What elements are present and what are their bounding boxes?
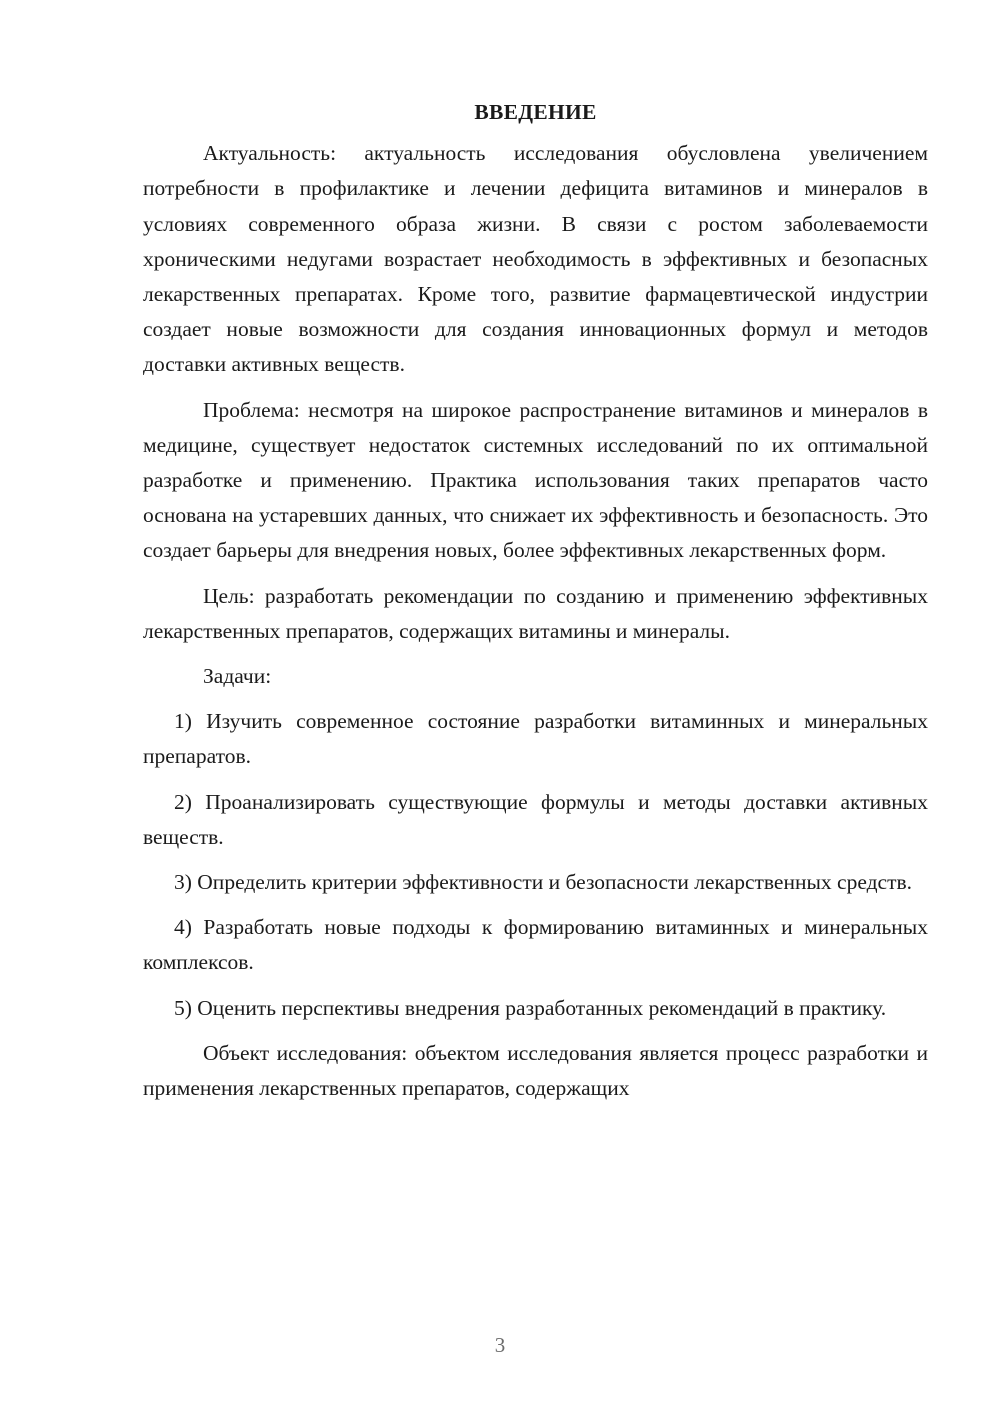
document-page	[143, 95, 928, 1116]
object-paragraph: Объект исследования: объектом исследования является процесс разработки и применения лекарственных препаратов, содержащих	[143, 1040, 928, 1101]
page-number: 3	[494, 1333, 506, 1357]
task-item: 1) Изучить современное состояние разработки витаминных и минеральных препаратов.	[143, 709, 928, 769]
tasks-label: Задачи:	[203, 664, 272, 689]
section-title: ВВЕДЕНИЕ	[474, 100, 597, 124]
tasks-list	[143, 704, 928, 1026]
task-item: 2) Проанализировать существующие формулы и методы доставки активных веществ.	[143, 789, 928, 849]
task-item: 5) Оценить перспективы внедрения разработанных рекомендаций в практику.	[174, 995, 887, 1020]
relevance-paragraph: Актуальность: актуальность исследования обусловлена увеличением потребности в профилактике и лечении дефицита витаминов и минералов в условиях современного образа жизни. В связи с ростом заболеваемости хроническими недугами возрастает необходимость в эффективных и безопасных лекарственных препаратах. Кроме того, развитие фармацевтической индустрии создает новые возможности для создания инновационных формул и методов доставки активных веществ.	[143, 141, 928, 377]
problem-paragraph: Проблема: несмотря на широкое распространение витаминов и минералов в медицине, существует недостаток системных исследований по их оптимальной разработке и применению. Практика использования таких препаратов часто основана на устаревших данных, что снижает их эффективность и безопасность. Это создает барьеры для внедрения новых, более эффективных лекарственных форм.	[143, 397, 928, 563]
task-item: 4) Разработать новые подходы к формированию витаминных и минеральных комплексов.	[143, 915, 928, 975]
task-item: 3) Определить критерии эффективности и безопасности лекарственных средств.	[174, 870, 912, 895]
goal-paragraph: Цель: разработать рекомендации по созданию и применению эффективных лекарственных препаратов, содержащих витамины и минералы.	[143, 583, 928, 643]
